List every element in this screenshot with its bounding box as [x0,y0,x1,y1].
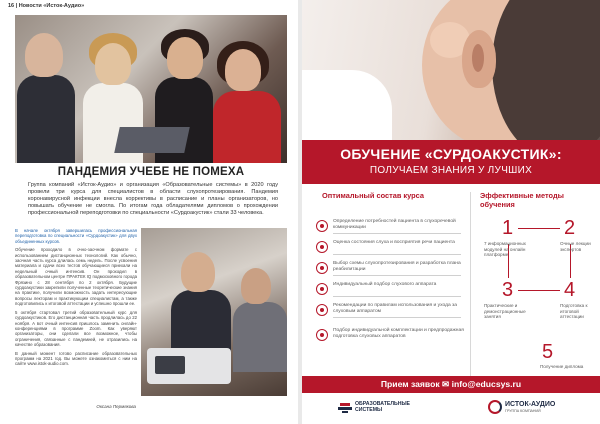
column-divider [470,192,471,378]
checklist-icon [316,262,328,274]
list-item: Индивидуальный подбор слухового аппарата [316,282,466,302]
right-page [302,0,600,424]
ear-examination-photo [302,0,600,140]
ad-subtitle: ПОЛУЧАЕМ ЗНАНИЯ У ЛУЧШИХ [369,165,533,176]
step-connector [518,290,560,291]
ring-icon [488,400,502,414]
author-signature: Оксана Пермякова [96,404,136,409]
list-item: Подбор индивидуальной комплектации и предпродажная подготовка слуховых аппаратов [316,328,466,348]
target-icon [316,220,328,232]
hearing-aid-icon [316,283,328,295]
course-content-heading: Оптимальный состав курса [322,191,424,200]
info-icon [316,304,328,316]
step-text: Очные лекции экспертов [560,241,591,252]
step-connector [518,228,560,229]
left-page [0,0,298,424]
list-item: Определение потребностей пациента в слухоречевой коммуникации [316,219,466,239]
ear-icon [316,241,328,253]
step-text: Практические и демонстрационные занятия [484,303,526,320]
article-lead: Группа компаний «Исток-Аудио» и организация «Образовательные системы» в 2020 году провели три курса для специалистов в области слухопротезирования. Пандемия коронавирусной инфекции внесла коррективы в расписание и планы организаторов, но повышать обучение не смогла. По итогам года обладателями дипломов о прохождении профессиональной переподготовки по специальности «Сурдоакустик» стали 33 человека. [28,182,278,217]
group-training-photo [15,15,287,163]
step-number: 4 [564,279,576,301]
article-intro: В начале октября завершилась профессиональная переподготовка по специальности «Сурдоакустик» для двух объединенных курсов. [15,228,137,244]
article-paragraph: В данный момент готово расписание образовательных программ на 2021 год. Вы можете ознакомиться с ним на сайте www.istok-audio.com. [15,350,137,367]
istok-audio-logo: ИСТОК-АУДИО ГРУППА КОМПАНИЙ [488,398,578,418]
contact-email: Прием заявок ✉ info@educsys.ru [380,379,522,389]
step-number: 5 [542,341,554,363]
step-text: 7 информационных модулей на онлайн платформе [484,241,526,258]
gear-icon [316,329,328,341]
article-paragraph: 5 октября стартовал третий образовательный курс для сурдоакустиков. Его дистанционная часть продлилась до 22 ноября. А вот очный интенсив пришлось заменить онлайн-конференциями в программе Zoom. Как уверяют организаторы, они сделали все возможное, чтобы ограничения, связанные с пандемией, не отразились на качестве образования. [15,309,137,348]
list-item: Выбор схемы слухопротезирования и разработка плана реабилитации [316,261,466,281]
laptop [114,127,190,153]
ear [462,30,496,88]
step-number: 1 [502,217,514,239]
step-number: 2 [564,217,576,239]
books-icon [338,401,352,413]
article-headline: ПАНДЕМИЯ УЧЕБЕ НЕ ПОМЕХА [57,166,245,178]
hearing-device-photo [141,228,287,396]
list-item: Рекомендации по правилам использования и ухода за слуховым аппаратом [316,303,466,323]
ad-title: ОБУЧЕНИЕ «СУРДОАКУСТИК»: [340,146,562,162]
article-paragraph: Обучение проходило в очно-заочном формате с использованием дистанционных технологий. Как обычно, заочная часть курса длилась семь недель. После усвоения материала и сдачи всех тестов обучающиеся приехали на недельный очный интенсив. Он проходил в образовательном центре ПРАКТЕК IQ подмосковного города Фрязино с 28 сентября по 2 октября. Будущие сурдоакустики закрепили полученные теоретические знания на практике, получили возможность задать интересующие вопросы лекторам и практикующим специалистам, а также подготовились к итоговой аттестации и успешно прошли ее. [15,247,137,307]
step-text: Получение диплома [540,364,584,369]
article-body [15,228,137,370]
step-text: Подготовка к итоговой аттестации [560,303,588,320]
list-item: Оценка состояния слуха и восприятия речи пациента [316,240,466,260]
audiometer-device [147,348,231,384]
educsys-logo: ОБРАЗОВАТЕЛЬНЫЕ СИСТЕМЫ [338,398,418,418]
page-folio: 16 | Новости «Исток-Аудио» [8,3,85,9]
step-number: 3 [502,279,514,301]
methods-heading: Эффективные методы обучения [480,191,564,209]
